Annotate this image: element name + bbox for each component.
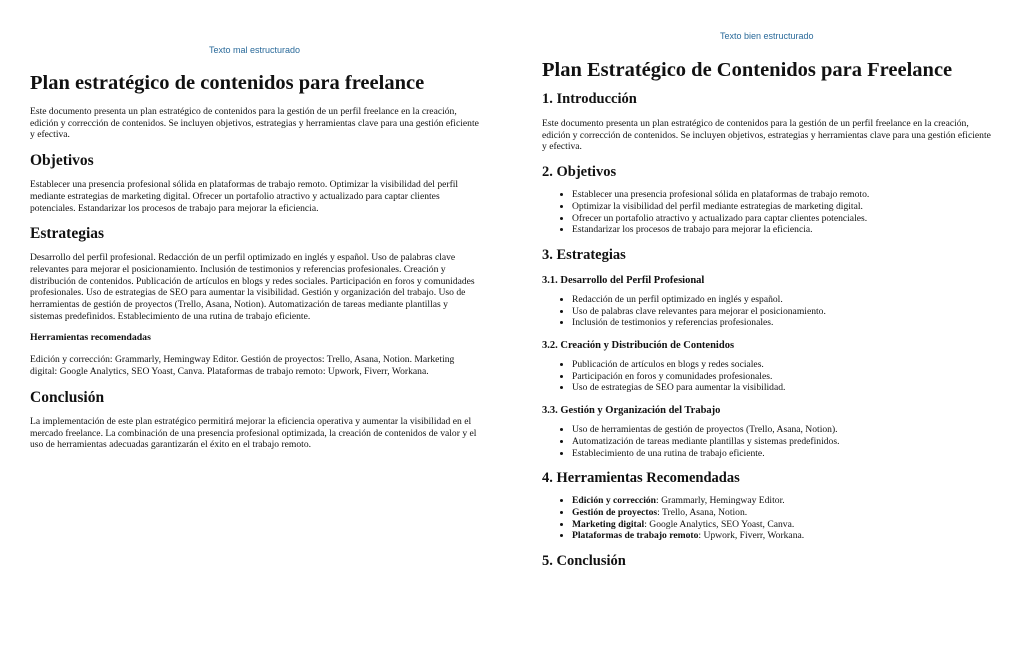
tool-text: : Google Analytics, SEO Yoast, Canva. <box>644 518 795 530</box>
list-item: • Redacción de un perfil optimizado en inglés y español. <box>572 294 994 306</box>
tool-label: Edición y corrección <box>572 495 657 507</box>
tool-label: Gestión de proyectos <box>572 506 658 518</box>
tool-label: Plataformas de trabajo remoto <box>572 530 699 542</box>
left-tools-text: Edición y corrección: Grammarly, Hemingway Editor. Gestión de proyectos: Trello, Asana, Notion. Marketing digital: Google Analytics, SEO Yoast, Canva. Plataformas de trabajo remoto: Upwork, Fiverr, Workana. <box>30 354 455 378</box>
list-item: • Optimizar la visibilidad del perfil mediante estrategias de marketing digital. <box>572 201 994 213</box>
list-item: • Estandarizar los procesos de trabajo para mejorar la eficiencia. <box>572 224 994 236</box>
list-item: • Ofrecer un portafolio atractivo y actualizado para captar clientes potenciales. <box>572 213 994 225</box>
left-conclusion-text: La implementación de este plan estratégico permitirá mejorar la eficiencia operativa y aumentar la visibilidad en el mercado freelance. La combinación de una presencia profesional optimizada, la creación de contenidos de valor y el uso de herramientas adecuadas garantizarán el éxito en el trabajo remoto. <box>30 415 477 451</box>
section-2-heading: 2. Objetivos <box>542 164 617 181</box>
right-title: Plan Estratégico de Contenidos para Freelance <box>542 59 953 81</box>
profile-list <box>542 294 994 329</box>
work-list <box>542 424 994 459</box>
left-objectives-heading: Objetivos <box>30 152 94 170</box>
tool-text: : Trello, Asana, Notion. <box>657 506 748 518</box>
list-item <box>572 495 994 507</box>
section-1-heading: 1. Introducción <box>542 91 637 107</box>
left-document <box>30 71 482 451</box>
list-item <box>572 519 994 531</box>
tool-label: Marketing digital <box>572 518 645 530</box>
list-item: • Automatización de tareas mediante plantillas y sistemas predefinidos. <box>572 436 994 448</box>
section-4-heading: 4. Herramientas Recomendadas <box>542 470 740 487</box>
left-tools-heading: Herramientas recomendadas <box>30 332 151 344</box>
right-document <box>542 58 994 578</box>
section-5-heading: 5. Conclusión <box>542 553 626 570</box>
list-item: • Participación en foros y comunidades profesionales. <box>572 371 994 383</box>
section-3-heading: 3. Estrategias <box>542 246 626 263</box>
list-item: • Establecer una presencia profesional sólida en plataformas de trabajo remoto. <box>572 189 994 201</box>
left-conclusion-heading: Conclusión <box>30 388 105 406</box>
right-caption: Texto bien estructurado <box>720 31 814 41</box>
left-strategies-text: Desarrollo del perfil profesional. Redacción de un perfil optimizado en inglés y español. Uso de palabras clave relevantes para mejorar el posicionamiento. Inclusión de testimonios y referencias profesionales. Creación y distribución de contenidos. Publicación de artículos en blogs y redes sociales. Participación en foros y comunidades profesionales. Uso de estrategias de SEO para aumentar la visibilidad. Gestión y organización del trabajo. Uso de herramientas de gestión de proyectos (Trello, Asana, Notion). Automatización de tareas mediante plantillas y sistemas predefinidos. Establecimiento de una rutina de trabajo eficiente. <box>30 252 475 322</box>
list-item: • Establecimiento de una rutina de trabajo eficiente. <box>572 448 994 460</box>
content-list <box>542 359 994 394</box>
left-strategies-heading: Estrategias <box>30 225 105 243</box>
left-objectives-text: Establecer una presencia profesional sólida en plataformas de trabajo remoto. Optimizar la visibilidad del perfil mediante estrategias de marketing digital. Ofrecer un portafolio atractivo y actualizado para captar clientes potenciales. Estandarizar los procesos de trabajo para mejorar la eficiencia. <box>30 179 459 214</box>
section-3-2-heading: 3.2. Creación y Distribución de Contenidos <box>542 340 735 352</box>
section-3-3-heading: 3.3. Gestión y Organización del Trabajo <box>542 405 721 417</box>
section-3-1-heading: 3.1. Desarrollo del Perfil Profesional <box>542 274 705 286</box>
list-item: • Inclusión de testimonios y referencias profesionales. <box>572 317 994 329</box>
list-item <box>572 530 994 542</box>
tool-text: : Grammarly, Hemingway Editor. <box>656 495 785 507</box>
left-intro: Este documento presenta un plan estratégico de contenidos para la gestión de un perfil freelance en la creación, edición y corrección de contenidos. Se incluyen objetivos, estrategias y herramientas clave para una gestión eficiente y efectiva. <box>30 106 479 141</box>
tool-text: : Upwork, Fiverr, Workana. <box>698 530 805 542</box>
list-item <box>572 507 994 519</box>
left-caption: Texto mal estructurado <box>209 45 301 55</box>
left-title: Plan estratégico de contenidos para freelance <box>30 72 425 94</box>
list-item: • Publicación de artículos en blogs y redes sociales. <box>572 359 994 371</box>
section-1-text: Este documento presenta un plan estratégico de contenidos para la gestión de un perfil freelance en la creación, edición y corrección de contenidos. Se incluyen objetivos, estrategias y herramientas clave para una gestión eficiente y efectiva. <box>542 118 991 153</box>
tools-list <box>542 495 994 542</box>
list-item: • Uso de herramientas de gestión de proyectos (Trello, Asana, Notion). <box>572 424 994 436</box>
objectives-list <box>542 189 994 236</box>
list-item: • Uso de estrategias de SEO para aumentar la visibilidad. <box>572 382 994 394</box>
list-item: • Uso de palabras clave relevantes para mejorar el posicionamiento. <box>572 306 994 318</box>
